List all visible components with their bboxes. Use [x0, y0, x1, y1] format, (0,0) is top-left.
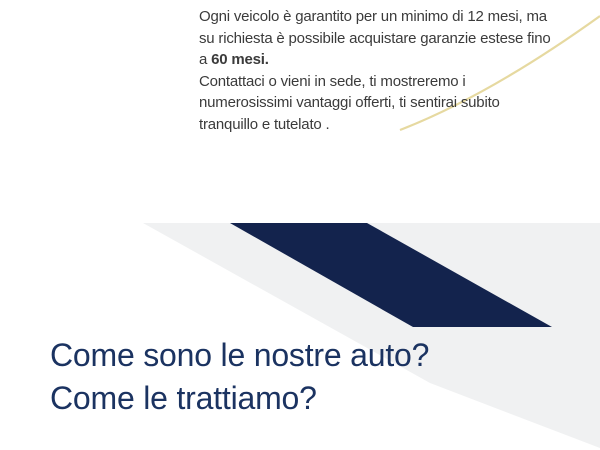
paragraph-line-normal-text: a: [199, 51, 212, 68]
paragraph-line: [199, 49, 599, 71]
paragraph-line: Contattaci o vieni in sede, ti mostreremo i: [199, 72, 466, 90]
paragraph-line-bold-text: 60 mesi.: [211, 51, 269, 68]
body-paragraph: [199, 6, 599, 135]
slide-title-line: Come le trattiamo?: [50, 380, 317, 416]
paragraph-line: tranquillo e tutelato .: [199, 115, 330, 133]
paragraph-line: Ogni veicolo è garantito per un minimo di 12 mesi, ma: [199, 8, 547, 25]
paragraph-line: numerosissimi vantaggi offerti, ti sentirai subito: [199, 94, 500, 111]
slide-title: [50, 334, 570, 420]
paragraph-line: su richiesta è possibile acquistare garanzie estese fino: [199, 29, 551, 47]
slide-title-line: Come sono le nostre auto?: [50, 337, 430, 373]
